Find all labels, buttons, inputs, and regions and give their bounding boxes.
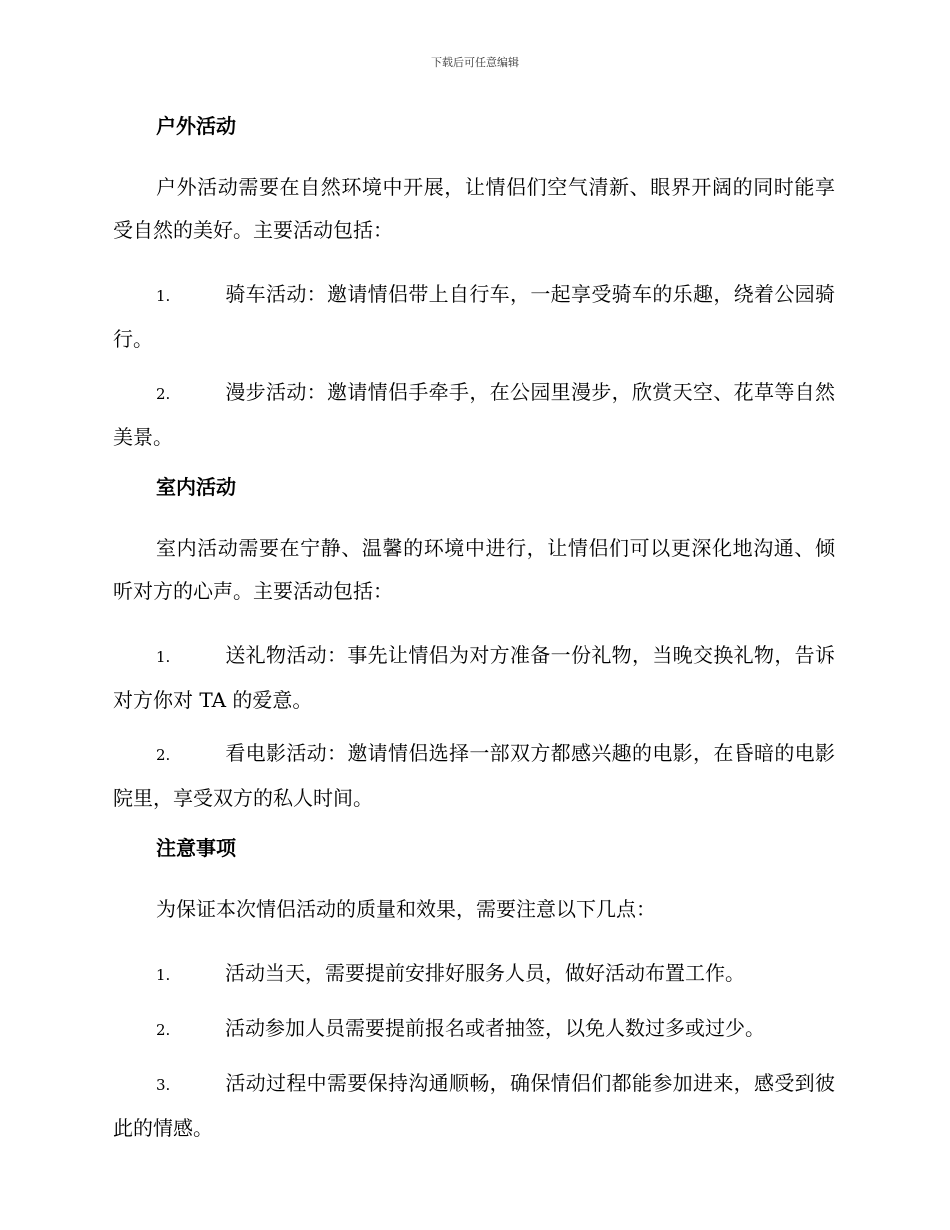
list-item-text: 漫步活动：邀请情侣手牵手，在公园里漫步，欣赏天空、花草等自然美景。 [113, 380, 835, 449]
list-item-text: 看电影活动：邀请情侣选择一部双方都感兴趣的电影，在昏暗的电影院里，享受双方的私人时间。 [113, 741, 835, 810]
page-header: 下载后可任意编辑 [431, 56, 519, 69]
list-item-number: 2. [156, 1021, 171, 1039]
list-item-number: 1. [156, 966, 171, 984]
list-item-text: 送礼物活动：事先让情侣为对方准备一份礼物，当晚交换礼物，告诉对方你对 TA 的爱意。 [113, 643, 835, 712]
section-title: 室内活动 [156, 475, 236, 499]
list-item [113, 1062, 835, 1150]
section-title: 户外活动 [156, 114, 236, 138]
section-outdoor [113, 108, 835, 459]
list-item [113, 634, 835, 722]
document-body [113, 108, 835, 1160]
list-item-text: 活动过程中需要保持沟通顺畅，确保情侣们都能参加进来，感受到彼此的情感。 [113, 1071, 835, 1140]
section-intro: 为保证本次情侣活动的质量和效果，需要注意以下几点： [156, 897, 656, 921]
list-item-text: 活动当天，需要提前安排好服务人员，做好活动布置工作。 [225, 961, 745, 985]
list-item [113, 1007, 835, 1052]
list-item [113, 732, 835, 820]
list-item-number: 2. [156, 746, 171, 764]
section-title: 注意事项 [156, 836, 236, 860]
list-item-text: 活动参加人员需要提前报名或者抽签，以免人数过多或过少。 [225, 1016, 765, 1040]
section-notes [113, 830, 835, 1150]
section-intro: 室内活动需要在宁静、温馨的环境中进行，让情侣们可以更深化地沟通、倾听对方的心声。主要活动包括： [113, 536, 835, 603]
section-indoor [113, 469, 835, 820]
list-item-text: 骑车活动：邀请情侣带上自行车，一起享受骑车的乐趣，绕着公园骑行。 [113, 282, 835, 351]
section-intro: 户外活动需要在自然环境中开展，让情侣们空气清新、眼界开阔的同时能享受自然的美好。主要活动包括： [113, 175, 835, 242]
list-item-number: 1. [156, 287, 171, 305]
list-item [113, 273, 835, 361]
list-item-number: 1. [156, 648, 171, 666]
list-item-number: 2. [156, 385, 171, 403]
list-item-number: 3. [156, 1076, 171, 1094]
list-item [113, 371, 835, 459]
list-item [113, 952, 835, 997]
